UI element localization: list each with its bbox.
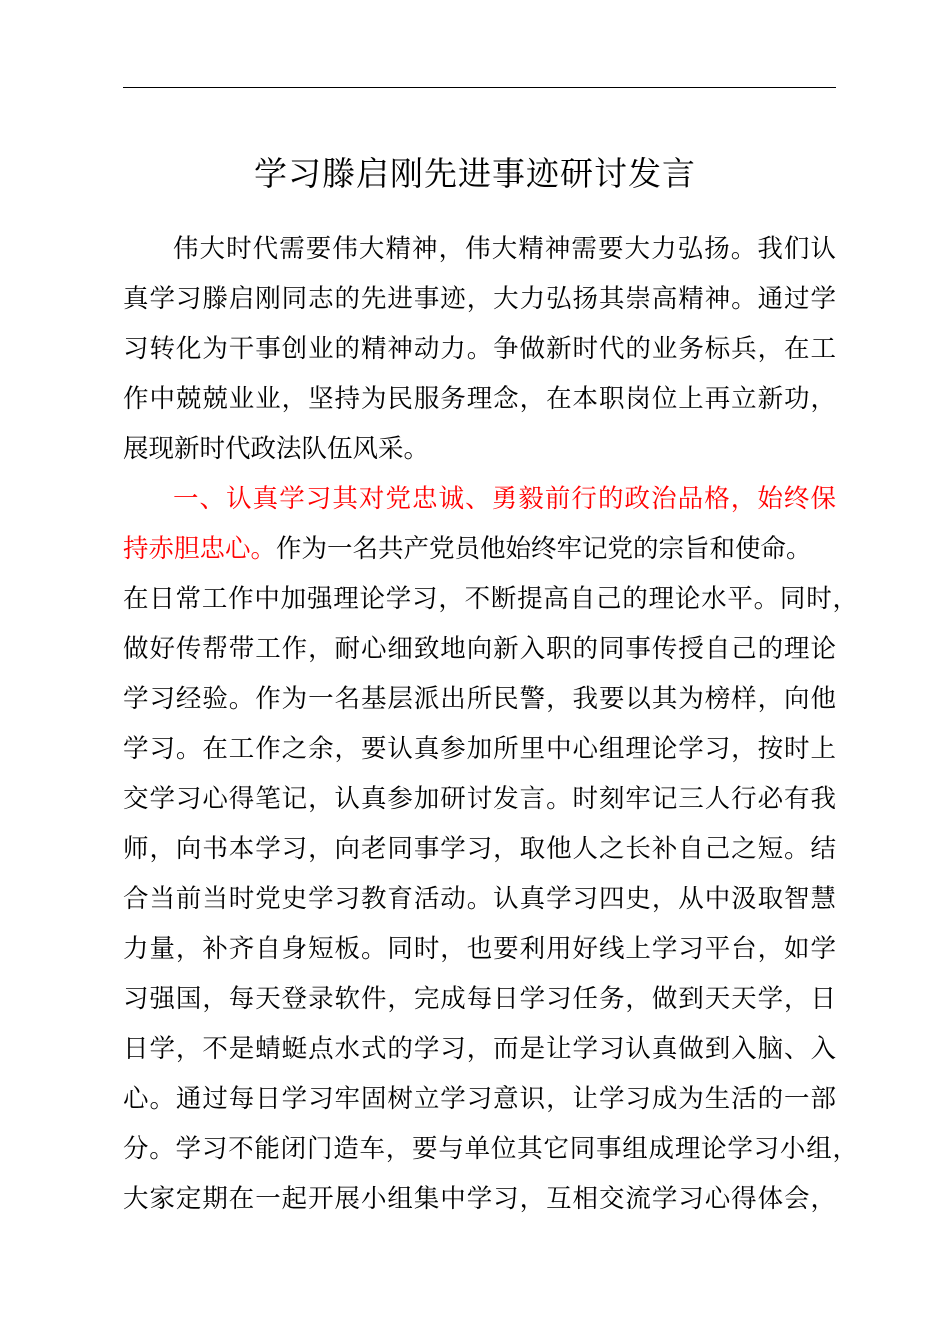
body-line: 学习。在工作之余，要认真参加所里中心组理论学习，按时上 [123, 734, 836, 764]
body-line: 力量，补齐自身短板。同时，也要利用好线上学习平台，如学 [123, 934, 836, 964]
body-line: 交学习心得笔记，认真参加研讨发言。时刻牢记三人行必有我 [123, 784, 836, 814]
body-line: 日学，不是蜻蜓点水式的学习，而是让学习认真做到入脑、入 [123, 1034, 836, 1064]
intro-line: 展现新时代政法队伍风采。 [123, 434, 430, 464]
body-line: 做好传帮带工作，耐心细致地向新入职的同事传授自己的理论 [123, 634, 836, 664]
intro-line: 伟大时代需要伟大精神，伟大精神需要大力弘扬。我们认 [173, 234, 836, 264]
body-line: 大家定期在一起开展小组集中学习，互相交流学习心得体会， [123, 1184, 836, 1214]
page-title: 学习滕启刚先进事迹研讨发言 [254, 154, 696, 193]
section-heading-end: 持赤胆忠心。 [123, 534, 277, 564]
body-line: 心。通过每日学习牢固树立学习意识，让学习成为生活的一部 [123, 1084, 836, 1114]
section-heading-continuation [123, 524, 836, 574]
body-line: 学习经验。作为一名基层派出所民警，我要以其为榜样，向他 [123, 684, 836, 714]
intro-line: 真学习滕启刚同志的先进事迹，大力弘扬其崇高精神。通过学 [123, 284, 836, 314]
body-line: 师，向书本学习，向老同事学习，取他人之长补自己之短。结 [123, 834, 836, 864]
body-text: 作为一名共产党员他始终牢记党的宗旨和使命。 [276, 534, 812, 564]
section-heading: 一、认真学习其对党忠诚、勇毅前行的政治品格，始终保 [173, 484, 836, 514]
body-line: 合当前当时党史学习教育活动。认真学习四史，从中汲取智慧 [123, 884, 836, 914]
intro-line: 作中兢兢业业，坚持为民服务理念，在本职岗位上再立新功， [123, 384, 836, 414]
body-line: 习强国，每天登录软件，完成每日学习任务，做到天天学，日 [123, 984, 836, 1014]
header-rule [123, 87, 836, 88]
intro-line: 习转化为干事创业的精神动力。争做新时代的业务标兵，在工 [123, 334, 836, 364]
body-line: 分。学习不能闭门造车，要与单位其它同事组成理论学习小组， [123, 1134, 858, 1164]
body-line: 在日常工作中加强理论学习，不断提高自己的理论水平。同时， [123, 584, 858, 614]
